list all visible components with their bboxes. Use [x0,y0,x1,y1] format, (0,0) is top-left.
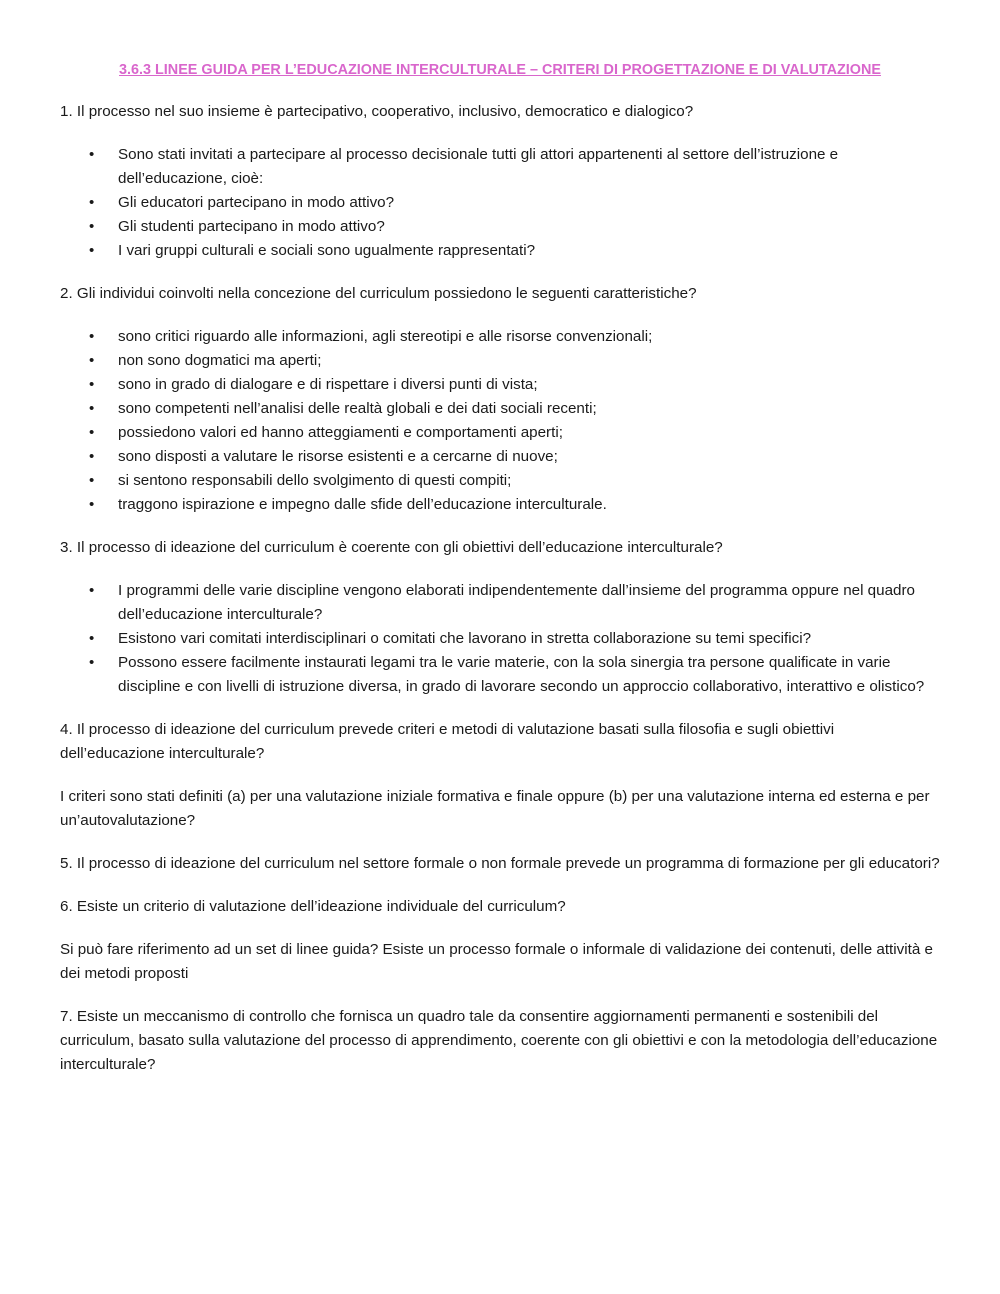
list-item: • Sono stati invitati a partecipare al processo decisionale tutti gli attori appartenenti al settore dell’istruzione e dell’educazione, cioè: [60,143,940,191]
question-5: 5. Il processo di ideazione del curriculum nel settore formale o non formale prevede un programma di formazione per gli educatori? [60,855,940,872]
bullet-list-1 [60,143,940,263]
question-6: 6. Esiste un criterio di valutazione dell’ideazione individuale del curriculum? [60,898,566,915]
page-title: 3.6.3 LINEE GUIDA PER L’EDUCAZIONE INTERCULTURALE – CRITERI DI PROGETTAZIONE E DI VALUTAZIONE [119,62,881,78]
list-item: • Gli educatori partecipano in modo attivo? [60,191,940,215]
list-item: • sono in grado di dialogare e di rispettare i diversi punti di vista; [60,373,940,397]
bullet-icon: • [89,496,95,513]
list-item: • traggono ispirazione e impegno dalle sfide dell’educazione interculturale. [60,493,940,517]
question-2: 2. Gli individui coinvolti nella concezione del curriculum possiedono le seguenti caratteristiche? [60,285,697,302]
bullet-icon: • [89,582,95,599]
list-item: • I programmi delle varie discipline vengono elaborati indipendentemente dall’insieme del programma oppure nel quadro dell’educazione interculturale? [60,579,940,627]
list-item: • sono critici riguardo alle informazioni, agli stereotipi e alle risorse convenzionali; [60,325,940,349]
bullet-icon: • [89,328,95,345]
bullet-icon: • [89,352,95,369]
bullet-icon: • [89,242,95,259]
bullet-list-3 [60,579,940,699]
question-4: 4. Il processo di ideazione del curriculum prevede criteri e metodi di valutazione basati sulla filosofia e sugli obiettivi dell’educazione interculturale? [60,721,835,762]
bullet-icon: • [89,472,95,489]
paragraph-guidelines: Si può fare riferimento ad un set di linee guida? Esiste un processo formale o informale di validazione dei contenuti, delle attività e dei metodi proposti [60,941,933,982]
list-item: • non sono dogmatici ma aperti; [60,349,940,373]
list-item: • I vari gruppi culturali e sociali sono ugualmente rappresentati? [60,239,940,263]
list-item: • sono competenti nell’analisi delle realtà globali e dei dati sociali recenti; [60,397,940,421]
list-item: • possiedono valori ed hanno atteggiamenti e comportamenti aperti; [60,421,940,445]
bullet-list-2 [60,325,940,517]
bullet-icon: • [89,218,95,235]
bullet-icon: • [89,400,95,417]
bullet-icon: • [89,146,95,163]
bullet-icon: • [89,630,95,647]
list-item: • Possono essere facilmente instaurati legami tra le varie materie, con la sola sinergia tra persone qualificate in varie discipline e con livelli di istruzione diversa, in grado di lavorare secondo un approccio collaborativo, interattivo e olistico? [60,651,940,699]
question-7: 7. Esiste un meccanismo di controllo che fornisca un quadro tale da consentire aggiornamenti permanenti e sostenibili del curriculum, basato sulla valutazione del processo di apprendimento, coerente con gli obiettivi e con la metodologia dell’educazione interculturale? [60,1008,938,1073]
bullet-icon: • [89,424,95,441]
bullet-icon: • [89,194,95,211]
list-item: • Gli studenti partecipano in modo attivo? [60,215,940,239]
paragraph-criteria: I criteri sono stati definiti (a) per una valutazione iniziale formativa e finale oppure (b) per una valutazione interna ed esterna e per un’autovalutazione? [60,788,930,829]
bullet-icon: • [89,448,95,465]
list-item: • sono disposti a valutare le risorse esistenti e a cercarne di nuove; [60,445,940,469]
question-1: 1. Il processo nel suo insieme è partecipativo, cooperativo, inclusivo, democratico e dialogico? [60,103,694,120]
list-item: • si sentono responsabili dello svolgimento di questi compiti; [60,469,940,493]
question-3: 3. Il processo di ideazione del curriculum è coerente con gli obiettivi dell’educazione interculturale? [60,539,723,556]
bullet-icon: • [89,654,95,671]
list-item: • Esistono vari comitati interdisciplinari o comitati che lavorano in stretta collaborazione su temi specifici? [60,627,940,651]
bullet-icon: • [89,376,95,393]
